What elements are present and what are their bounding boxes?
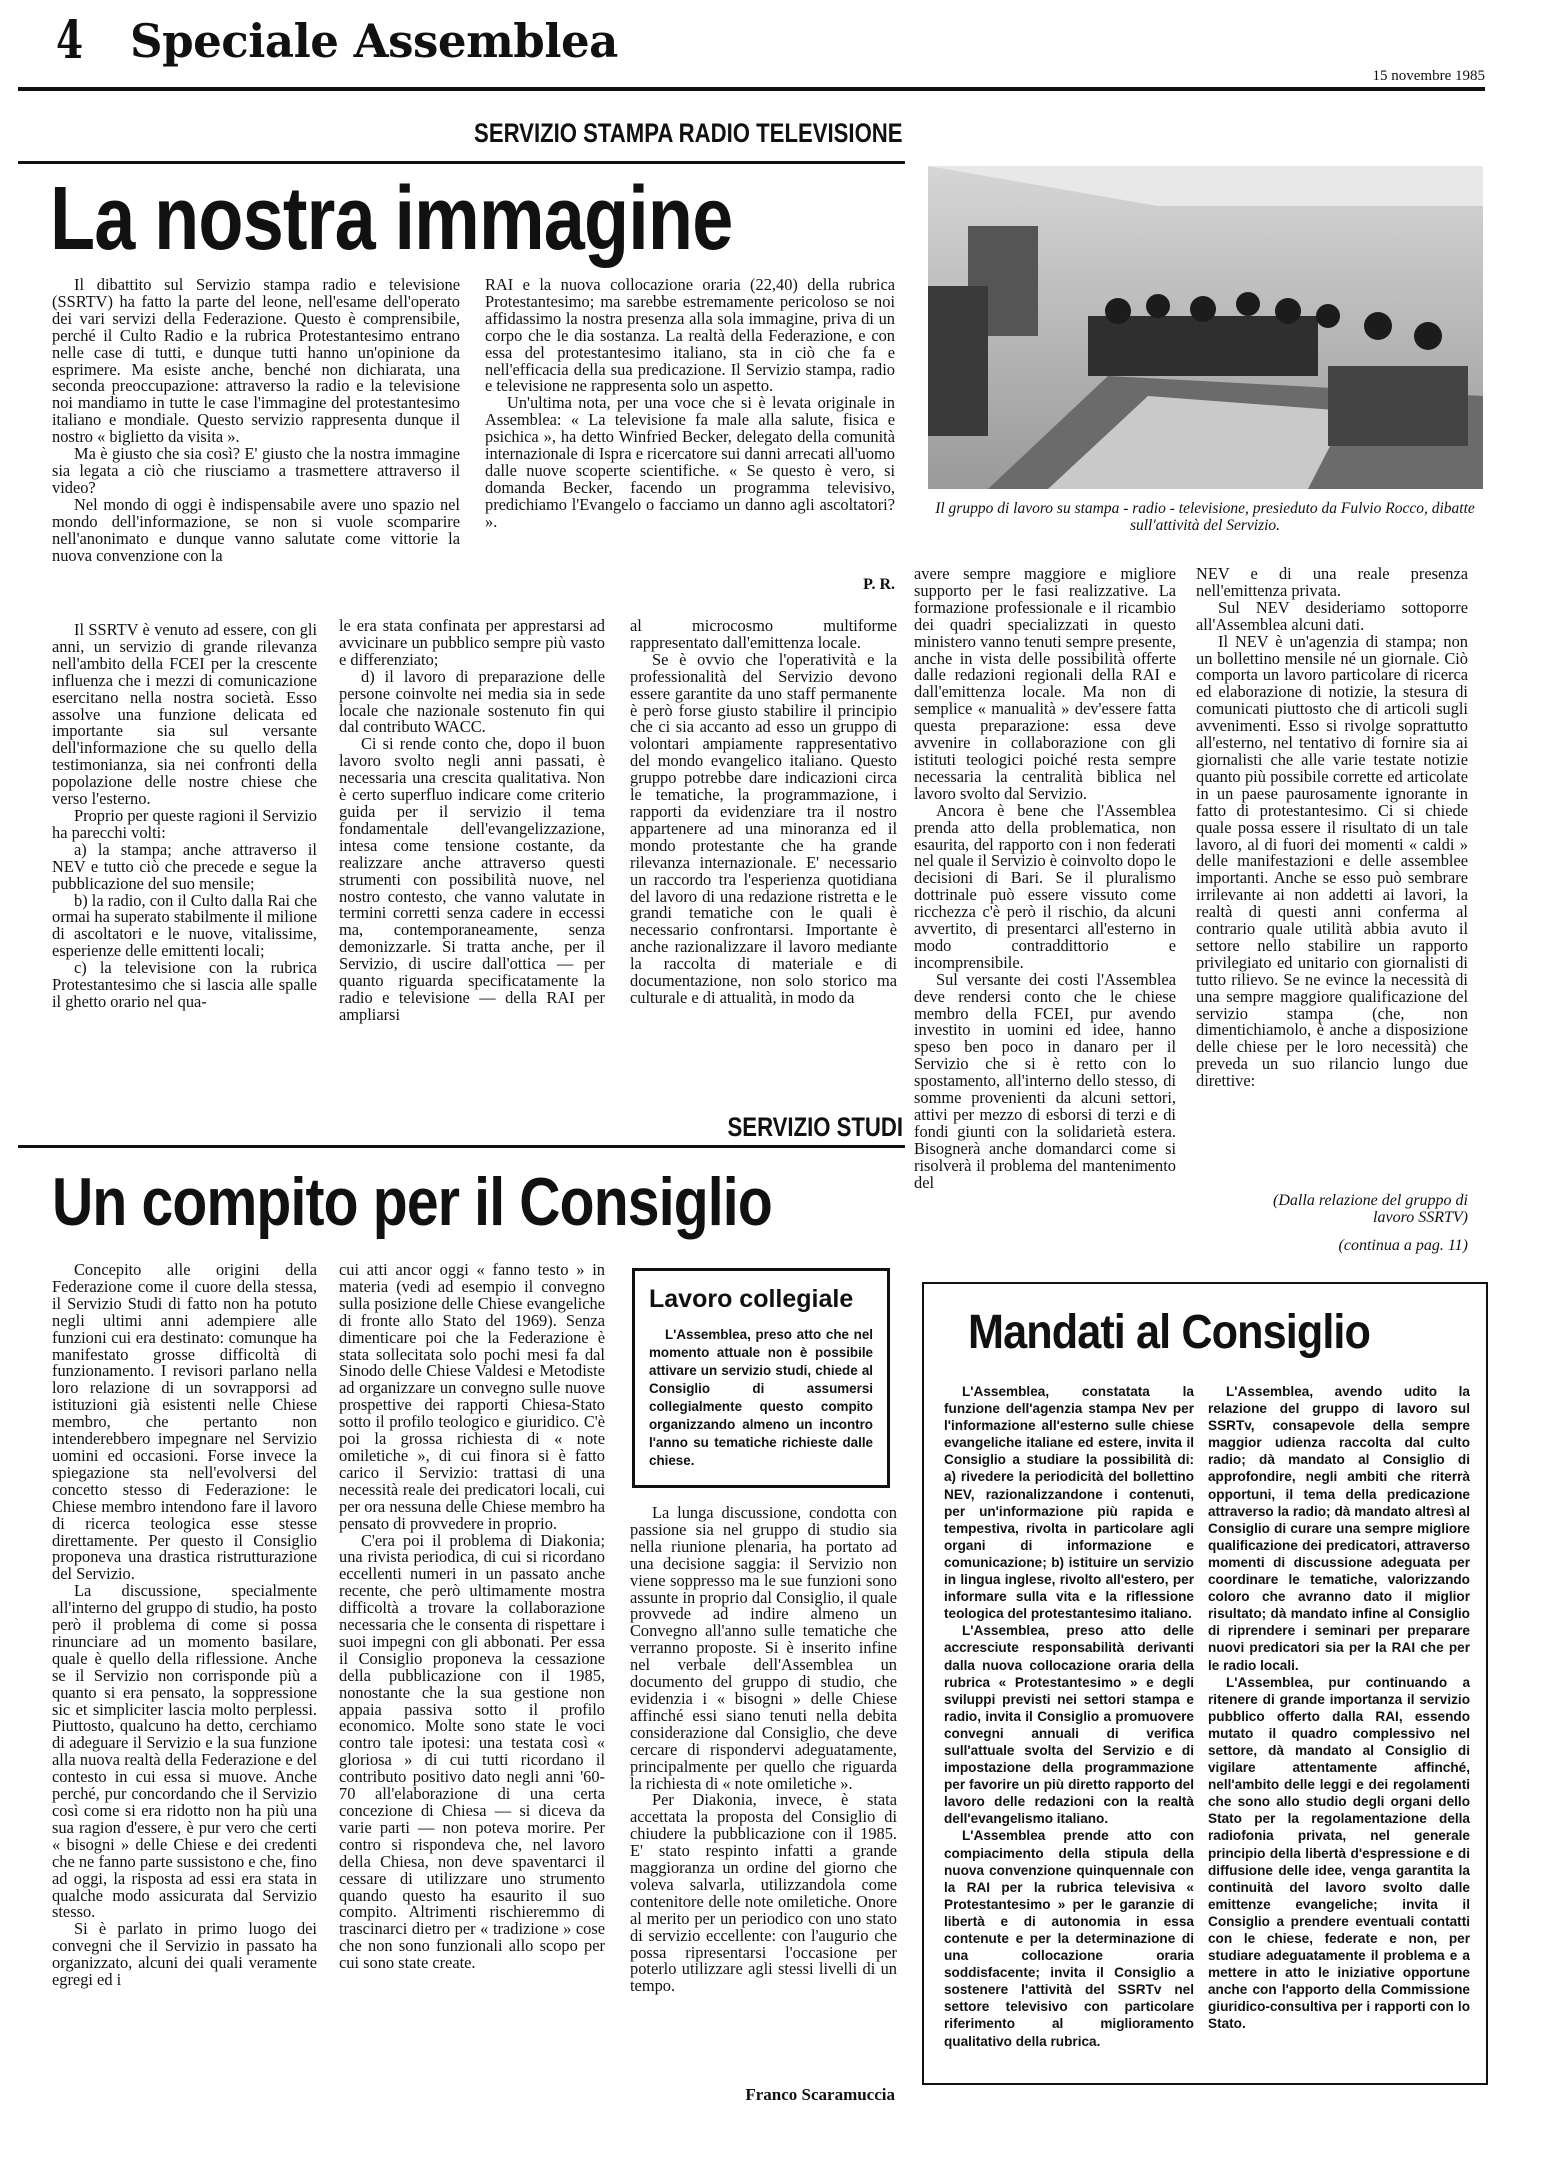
paragraph: b) la radio, con il Culto dalla Rai che ormai ha superato stabilmente il milione di ascoltatori e le nuove, vitalissime, esperienze delle emittenti locali; [52,890,317,961]
paragraph: L'Assemblea prende atto con compiacimento della stipula della nuova convenzione quinquennale con la RAI per la rubrica televisiva « Protestantesimo » per le garanzie di libertà e di autonomia in essa contenute e per la determinazione di una collocazione oraria soddisfacente; invita il Consiglio a sostenere l'attività del SSRTv nel settore televisivo con particolare riferimento al miglioramento qualitativo della rubrica. [944,1828,1194,2049]
paragraph: cui atti ancor oggi « fanno testo » in materia (vedi ad esempio il convegno sulla posizione delle Chiese evangeliche di fronte allo Stato del 1969). Senza dimenticare poi che la Federazione è stata sollecitata solo pochi mesi fa dal Sinodo delle Chiese Valdesi e Metodiste ad organizzare un convegno sulle nuove prospettive dei rapporti Chiesa-Stato sotto il profilo teologico e giuridico. C'è poi la grossa richiesta di « note omiletiche », di cui finora si è fatto carico il Servizio: trattasi di una necessità reale dei predicatori locali, cui per ora nessuna delle Chiese membro ha pensato di provvedere in proprio. [339,1260,605,1533]
mandati-col1 [944,1383,1194,2050]
article2-col3 [630,1505,897,1995]
article1-intro-col2 [485,277,895,531]
mandati-col2 [1208,1383,1470,2033]
paragraph: Ma è giusto che sia così? E' giusto che la nostra immagine sia legata a ciò che riusciamo a trasmettere attraverso il video? [52,444,460,497]
paragraph: Ancora è bene che l'Assemblea prenda atto della problematica, non esaurita, del rapporto con i non federati nel quale il Servizio è coinvolto dopo le decisioni di Bari. Se il pluralismo dottrinale può essere vissuto come ricchezza c'è però il rischio, da alcuni avvertito, di presentarci all'esterno in modo contraddittorio e incomprensibile. [914,800,1176,972]
paragraph: C'era poi il problema di Diakonia; una rivista periodica, di cui si ricordano eccellenti numeri in un passato anche recente, che però ultimamente mostra difficoltà a trovare la collaborazione necessaria che le consenta di rispettare i suoi impegni con gli abbonati. Per essa il Consiglio proponeva la cessazione della pubblicazione con il 1985, nonostante che la sua gestione non appaia passiva sotto il profilo economico. Molte sono state le voci contro tale ipotesi: una testata così « gloriosa » di cui tutti ricordano il contributo positivo dato negli anni '60-70 all'elaborazione di una certa concezione di Chiesa — si diceva da varie parti — non poteva morire. Per contro si rispondeva che, nel lavoro della Chiesa, non deve spaventarci il cessare di utilizzare uno strumento quando questo ha esaurito il suo compito. Altrimenti rischieremmo di trascinarci dietro per « tradizione » cose che non sono funzionali allo scopo per cui sono state create. [339,1530,605,1973]
article1-col3 [630,618,897,1007]
paragraph: RAI e la nuova collocazione oraria (22,40) della rubrica Protestantesimo; ma sarebbe estremamente pericoloso se noi affidassimo la nostra presenza alla sola immagine, priva di un corpo che le dia sostanza. La realtà della Federazione, e con essa del protestantesimo italiano, sta in ciò che fa e nell'efficacia della sua predicazione. Il Servizio stampa, radio e televisione ne rappresenta solo un aspetto. [485,275,895,396]
article1-intro-col1 [52,277,460,564]
paragraph: Se è ovvio che l'operatività e la professionalità del Servizio devono essere garantite da uno staff permanente è però forse giusto stabilire il principio che ci sia accanto ad esso un gruppo di volontari ampiamente rappresentativo del mondo evangelico italiano. Questo gruppo potrebbe dare indicazioni circa le tematiche, la programmazione, i rapporti da evidenziare tra il nostro appartenere ad una minoranza ed il mondo protestante che ha grande rilevanza internazionale. E' necessario un raccordo tra l'esperienza quotidiana del lavoro di una redazione ristretta e le grandi tematiche con le quali è necessario confrontarsi. Importante è anche razionalizzare il lavoro mediante la raccolta di materiale e di documentazione, non solo storico ma culturale e di attualità, in modo da [630,649,897,1007]
article1-col1 [52,622,317,1011]
masthead-rule [18,87,1485,91]
lavoro-collegiale-text: L'Assemblea, preso atto che nel momento attuale non è possibile attivare un servizio studi, chiede al Consiglio di assumersi collegialmente questo compito organizzando almeno un incontro l'anno su tematiche richieste dalle chiese. [649,1327,873,1468]
article1-title: La nostra immagine [50,169,733,269]
paragraph: Sul NEV desideriamo sottoporre all'Assemblea alcuni dati. [1196,597,1468,634]
article1-kicker-rule [18,161,905,164]
article1-col5 [1196,566,1468,1090]
article2-kicker-rule [18,1145,905,1148]
paragraph: le era stata confinata per apprestarsi ad avvicinare un pubblico sempre più vasto e differenziato; [339,616,605,669]
paragraph: Un'ultima nota, per una voce che si è levata originale in Assemblea: « La televisione fa male alla salute, fisica e psichica », ha detto Winfried Becker, delegato della comunità internazionale di Ispra e ricercatore sui danni arrecati all'uomo dalle nuove scoperte scientifiche. « Se questo è vero, si domanda Becker, facendo un programma televisivo, predichiamo l'Evangelo o facciamo un danno agli ascoltatori? ». [485,393,895,531]
article2-col1 [52,1262,317,1989]
paragraph: L'Assemblea, constatata la funzione dell'agenzia stampa Nev per l'informazione all'esterno sulle chiese evangeliche italiane ed estere, invita il Consiglio a studiare la possibilità di: a) rivedere la periodicità del bollettino NEV, razionalizzandone i contenuti, per un'informazione più rapida e tempestiva, rivolta in particolare agli organi di informazione e comunicazione; b) istituire un servizio in lingua inglese, rivolto all'estero, per informare sulla vita e la riflessione teologica del protestantesimo italiano. [944,1384,1194,1622]
article2-title: Un compito per il Consiglio [52,1164,772,1240]
article2-signature: Franco Scaramuccia [745,2085,895,2104]
photo-caption: Il gruppo di lavoro su stampa - radio - televisione, presieduto da Fulvio Rocco, dibatte sull'attività del Servizio. [935,500,1475,534]
paragraph: Il NEV è un'agenzia di stampa; non un bollettino mensile né un giornale. Ciò comporta un lavoro particolare di ricerca ed elaborazione di notizie, la stesura di comunicati piuttosto che di articoli sugli avvenimenti. Esso si rivolge soprattutto all'esterno, nel tentativo di fornire sia ai giornalisti che alle varie testate notizie quanto più possibile corrette ed articolate in un paese paurosamente ignorante in fatto di protestantesimo. Ci si chiede quale possa essere il risultato di un tale lavoro, al di fuori dei momenti « caldi » delle manifestazioni e delle assemblee importanti. Anche se esso può sembrare irrilevante ai non addetti ai lavori, la realtà di questi anni conferma al contrario quale utilità abbia avuto il settore nello stabilire un rapporto privilegiato ed unitario con giornalisti di tutto rilievo. Se ne evince la necessità di una sempre maggiore qualificazione del servizio stampa (che, non dimentichiamolo, è anche a disposizione delle chiese per le loro necessità) che preveda un suo rilancio lungo due direttive: [1196,631,1468,1091]
article2-kicker: SERVIZIO STUDI [727,1112,903,1142]
paragraph: Si è parlato in primo luogo dei convegni che il Servizio in passato ha organizzato, alcuni dei quali veramente egregi ed i [52,1919,317,1990]
article1-source-note: (Dalla relazione del gruppo di lavoro SSRTV) [1273,1192,1468,1226]
paragraph: al microcosmo multiforme rappresentato dall'emittenza locale. [630,616,897,652]
article1-photo [928,166,1483,489]
paragraph: d) il lavoro di preparazione delle persone coinvolte nei media sia in sede locale che nazionale sostenuto fin qui dal contributo WACC. [339,666,605,737]
article1-col2 [339,618,605,1024]
paragraph: Proprio per queste ragioni il Servizio ha parecchi volti: [52,805,317,842]
article1-col4 [914,566,1176,1192]
paragraph: L'Assemblea, preso atto delle accresciute responsabilità derivanti dalla nuova collocazione oraria della rubrica « Protestantesimo » e degli sviluppi previsti nei settori stampa e radio, invita il Consiglio a promuovere convegni annuali di verifica sull'attuale svolta del Servizio e di impostazione della programmazione per favorire un più diretto rapporto del lavoro delle redazioni con la realtà dell'evangelismo italiano. [944,1623,1194,1827]
article1-kicker: SERVIZIO STAMPA RADIO TELEVISIONE [474,118,903,148]
mandati-title: Mandati al Consiglio [968,1306,1371,1359]
classroom-photo [928,166,1483,489]
paragraph: Ci si rende conto che, dopo il buon lavoro svolto negli anni passati, è necessaria una crescita qualitativa. Non è certo superfluo indicare come criterio guida per il servizio il tema fondamentale dell'evangelizzazione, intesa come tensione costante, da realizzare anche attraverso questi strumenti con possibilità nuove, nel nostro contesto, che vanno valutate in termini corretti senza cadere in eccessi ma, contemporaneamente, senza demonizzarle. Si tratta anche, per il Servizio, di uscire dall'ottica — per quanto riguarda specificatamente la radio e televisione — della RAI per ampliarsi [339,734,605,1024]
page-number: 4 [56,10,84,71]
issue-date: 15 novembre 1985 [1372,68,1485,84]
paragraph: L'Assemblea, avendo udito la relazione del gruppo di lavoro sul SSRTv, consapevole della sempre maggior udienza raccolta dal culto radio; dà mandato al Consiglio di approfondire, negli ambiti che riterrà opportuni, il tema della predicazione attraverso la radio; dà mandato altresì al Consiglio di curare una sempre migliore qualificazione dei predicatori, attraverso momenti di discussione adeguata per coordinare le tematiche, valorizzando coloro che avranno dato il miglior risultato; dà mandato infine al Consiglio di riprendere i seminari per preparare nuovi predicatori sia per la RAI che per le radio locali. [1208,1384,1470,1673]
lavoro-collegiale-box [632,1268,890,1488]
article1-continued: (continua a pag. 11) [1338,1237,1468,1254]
paragraph: Per Diakonia, invece, è stata accettata la proposta del Consiglio di chiudere la pubblicazione con il 1985. E' stato respinto infatti a grande maggioranza un ordine del giorno che voleva salvarla, utilizzandola come contenitore delle note omiletiche. Onore al merito per un periodico con uno stato di servizio eccellente: con l'augurio che possa ripresentarsi l'occasione per poterlo utilizzare agli stessi livelli di un tempo. [630,1790,897,1996]
paragraph: c) la televisione con la rubrica Protestantesimo che si lascia alle spalle il ghetto orario nel qua- [52,958,317,1011]
paragraph: La discussione, specialmente all'interno del gruppo di studio, ha posto però il problema di come si possa rinunciare ad un momento basilare, quale è quello della riflessione. Anche se il Servizio non corrisponde più a quanto si era pensato, la soppressione sic et simpliciter lascia molto perplessi. Piuttosto, qualcuno ha detto, cerchiamo di adeguare il Servizio e la sua funzione alla nuova realtà della Federazione e del contesto in cui essa si muove. Anche perché, pur concordando che il Servizio così come si era ridotto non ha più una sua ragion d'essere, è pur vero che certi « bisogni » delle Chiese e dei credenti che ne fanno parte sussistono e che, fino ad oggi, la risposta ad essi era stata in qualche modo assicurata dal Servizio stesso. [52,1581,317,1922]
lavoro-collegiale-title: Lavoro collegiale [649,1285,854,1313]
article1-intro-signature: P. R. [863,576,895,593]
paragraph: NEV e di una reale presenza nell'emittenza privata. [1196,564,1468,600]
paragraph: La lunga discussione, condotta con passione sia nel gruppo di studio sia nella riunione plenaria, ha portato ad una decisione saggia: il Servizio non viene soppresso ma le sue funzioni sono assunte in proprio dal Consiglio, il quale provvede ad indire almeno un Convegno all'anno sulle tematiche che verranno proposte. Si è inserito infine nel verbale dell'Assemblea un documento del gruppo di studio, che evidenzia i « bisogni » delle Chiese affinché essi siano tenuti nella debita considerazione dal Consiglio, che deve cercare di rispondervi adeguatamente, principalmente per quello che riguarda la richiesta di « note omiletiche ». [630,1503,897,1793]
paragraph: avere sempre maggiore e migliore supporto per le fasi realizzative. La formazione professionale e il ricambio dei quadri specializzati in questo ministero vanno tenuti sempre presente, anche in vista delle possibilità offerte dalle redazioni regionali della RAI e dall'emittenza locale. Ma non di semplice « manualità » dev'essere fatta questa preparazione: essa deve avvenire in collaborazione con gli istituti teologici poiché resta sempre necessaria la centralità biblica nel lavoro svolto dal Servizio. [914,564,1176,803]
paragraph: Nel mondo di oggi è indispensabile avere uno spazio nel mondo dell'informazione, se non si vuole scomparire nell'anonimato e dunque vanno salutate come vittorie la nuova convenzione con la [52,494,460,565]
section-title: Speciale Assemblea [130,14,618,68]
paragraph: a) la stampa; anche attraverso il NEV e tutto ciò che precede e segue la pubblicazione del suo mensile; [52,839,317,893]
paragraph: Il SSRTV è venuto ad essere, con gli anni, un servizio di grande rilevanza nell'ambito della FCEI per la crescente influenza che i mezzi di comunicazione esercitano nella nostra società. Esso assolve una funzione delicata ed importante sia sul versante dell'informazione che su quello della testimonianza, sia nei confronti della popolazione delle nostre chiese che verso l'esterno. [52,620,317,809]
paragraph: Sul versante dei costi l'Assemblea deve rendersi conto che le chiese membro della FCEI, pur avendo investito in uomini ed idee, hanno speso ben poco in danaro per il Servizio che si è retto con lo spostamento, all'interno dello stesso, di somme provenienti da alcuni settori, attivi per mezzo di esborsi di terzi e di fondi giunti con la solidarietà estera. Bisognerà anche domandarci come si risolverà il problema del mantenimento del [914,969,1176,1192]
article2-col2 [339,1262,605,1972]
paragraph: Il dibattito sul Servizio stampa radio e televisione (SSRTV) ha fatto la parte del leone, nell'esame dell'operato dei vari servizi della Federazione. Questo è comprensibile, perché il Culto Radio e la rubrica Protestantesimo entrano nelle case di tutti, e dunque tutti hanno un'opinione da esprimere. Ma esiste anche, benché non dichiarata, una seconda preoccupazione: attraverso la radio e la televisione noi mandiamo in tutte le case l'immagine del protestantesimo italiano e mondiale. Questo servizio rappresenta dunque il nostro « biglietto da visita ». [52,275,460,447]
paragraph: Concepito alle origini della Federazione come il cuore della stessa, il Servizio Studi di fatto non ha potuto negli ultimi anni adempiere alle funzioni cui era destinato: comunque ha manifestato grosse difficoltà di funzionamento. I revisori parlano nella loro relazione di un sovrapporsi ad istituzioni già esistenti nelle Chiese membro, che pertanto non intenderebbero impegnare nel Servizio uomini ed occasioni. Forse invece la spiegazione sta nell'evolversi del concetto stesso di Federazione: le Chiese membro intendono fare il lavoro di ricerca teologica esse stesse direttamente. Per questo il Consiglio proponeva una drastica ristrutturazione del Servizio. [52,1260,317,1584]
paragraph: L'Assemblea, pur continuando a ritenere di grande importanza il servizio pubblico offerto dalla RAI, essendo mutato il quadro complessivo nel settore, dà mandato al Consiglio di vigilare attentamente affinché, nell'ambito delle leggi e dei regolamenti che sono allo studio degli organi dello Stato per la regolamentazione della radiofonia privata, nel generale principio della libertà d'espressione e di diffusione delle idee, venga garantita la continuità del lavoro svolto dalle emittenze evangeliche; invita il Consiglio a prendere eventuali contatti con le chiese, federate e non, per studiare adeguatamente il problema e a mettere in atto le iniziative opportune anche con l'apporto della Commissione giuridico-consultiva per i rapporti con lo Stato. [1208,1674,1470,2032]
